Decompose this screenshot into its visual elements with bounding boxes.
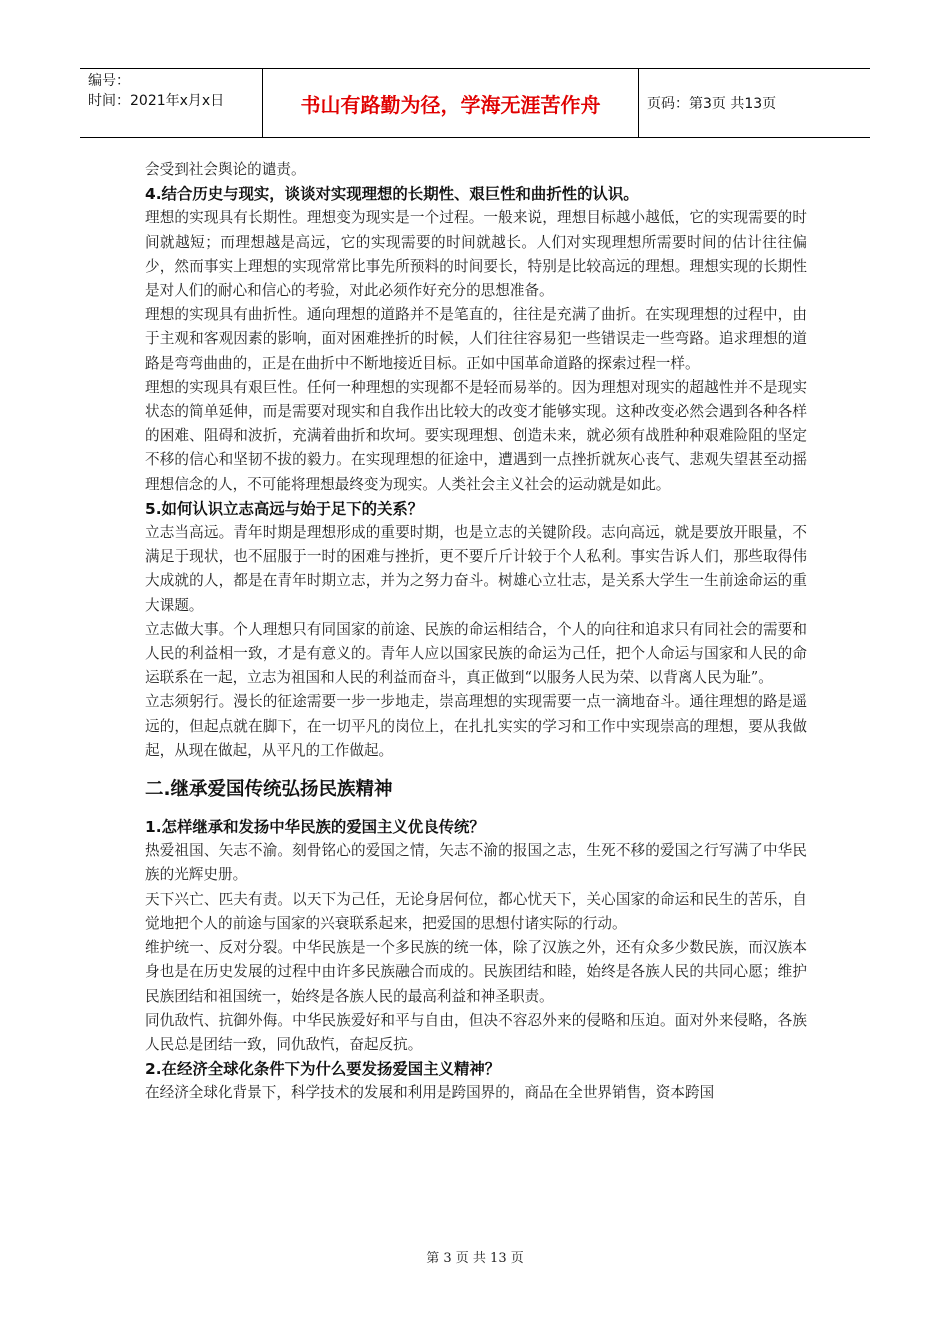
paragraph: 立志须躬行。漫长的征途需要一步一步地走，崇高理想的实现需要一点一滴地奋斗。通往理想的路是遥远的，但起点就在脚下，在一切平凡的岗位上，在扎扎实实的学习和工作中实现崇高的理想，要从我做起，从现在做起，从平凡的工作做起。	[145, 693, 807, 759]
section-heading: 二.继承爱国传统弘扬民族精神	[145, 779, 393, 801]
question-heading: 4.结合历史与现实，谈谈对实现理想的长期性、艰巨性和曲折性的认识。	[145, 185, 639, 204]
header-motto: 书山有路勤为径，学海无涯苦作舟	[263, 69, 639, 137]
document-body	[145, 158, 807, 1106]
question-heading: 1.怎样继承和发扬中华民族的爱国主义优良传统？	[145, 818, 485, 837]
paragraph: 理想的实现具有曲折性。通向理想的道路并不是笔直的，往往是充满了曲折。在实现理想的过程中，由于主观和客观因素的影响，面对困难挫折的时候，人们往往容易犯一些错误走一些弯路。追求理想的道路是弯弯曲曲的，正是在曲折中不断地接近目标。正如中国革命道路的探索过程一样。	[145, 306, 807, 372]
question-heading: 5.如何认识立志高远与始于足下的关系？	[145, 499, 424, 518]
paragraph: 立志做大事。个人理想只有同国家的前途、民族的命运相结合，个人的向往和追求只有同社会的需要和人民的利益相一致，才是有意义的。青年人应以国家民族的命运为己任，把个人命运与国家和人民的命运联系在一起，立志为祖国和人民的利益而奋斗，真正做到“以服务人民为荣、以背离人民为耻”。	[145, 620, 807, 687]
paragraph: 立志当高远。青年时期是理想形成的重要时期，也是立志的关键阶段。志向高远，就是要放开眼量，不满足于现状，也不屈服于一时的困难与挫折，更不要斤斤计较于个人私利。事实告诉人们，那些取得伟大成就的人，都是在青年时期立志，并为之努力奋斗。树雄心立壮志，是关系大学生一生前途命运的重大课题。	[145, 524, 807, 614]
page-header	[80, 68, 870, 138]
paragraph: 在经济全球化背景下，科学技术的发展和利用是跨国界的，商品在全世界销售，资本跨国	[145, 1084, 715, 1102]
paragraph: 维护统一、反对分裂。中华民族是一个多民族的统一体，除了汉族之外，还有众多少数民族，而汉族本身也是在历史发展的过程中由许多民族融合而成的。民族团结和睦，始终是各族人民的共同心愿；维护民族团结和祖国统一，始终是各族人民的最高利益和神圣职责。	[145, 939, 807, 1005]
page-footer: 第 3 页 共 13 页	[426, 1251, 524, 1266]
paragraph: 会受到社会舆论的谴责。	[145, 161, 306, 178]
paragraph: 理想的实现具有长期性。理想变为现实是一个过程。一般来说，理想目标越小越低，它的实现需要的时间就越短；而理想越是高远，它的实现需要的时间就越长。人们对实现理想所需要时间的估计往往偏少，然而事实上理想的实现常常比事先所预料的时间要长，特别是比较高远的理想。理想实现的长期性是对人们的耐心和信心的考验，对此必须作好充分的思想准备。	[145, 209, 807, 300]
time-label: 时间：2021年x月x日	[88, 93, 225, 109]
paragraph: 同仇敌忾、抗御外侮。中华民族爱好和平与自由，但决不容忍外来的侵略和压迫。面对外来侵略，各族人民总是团结一致，同仇敌忾，奋起反抗。	[145, 1011, 807, 1053]
header-meta	[80, 69, 263, 137]
paragraph: 天下兴亡、匹夫有责。以天下为己任，无论身居何位，都心忧天下，关心国家的命运和民生的苦乐，自觉地把个人的前途与国家的兴衰联系起来，把爱国的思想付诸实际的行动。	[145, 890, 807, 932]
paragraph: 理想的实现具有艰巨性。任何一种理想的实现都不是轻而易举的。因为理想对现实的超越性并不是现实状态的简单延伸，而是需要对现实和自我作出比较大的改变才能够实现。这种改变必然会遇到各种各样的困难、阻碍和波折，充满着曲折和坎坷。要实现理想、创造未来，就必须有战胜种种艰难险阻的坚定不移的信心和坚韧不拔的毅力。在实现理想的征途中，遭遇到一点挫折就灰心丧气、悲观失望甚至动摇理想信念的人，不可能将理想最终变为现实。人类社会主义社会的运动就是如此。	[145, 378, 807, 493]
question-heading: 2.在经济全球化条件下为什么要发扬爱国主义精神？	[145, 1060, 501, 1079]
number-label: 编号：	[88, 73, 130, 89]
header-page-info: 页码：第3页 共13页	[647, 96, 777, 112]
paragraph: 热爱祖国、矢志不渝。刻骨铭心的爱国之情，矢志不渝的报国之志，生死不移的爱国之行写满了中华民族的光辉史册。	[145, 842, 807, 884]
